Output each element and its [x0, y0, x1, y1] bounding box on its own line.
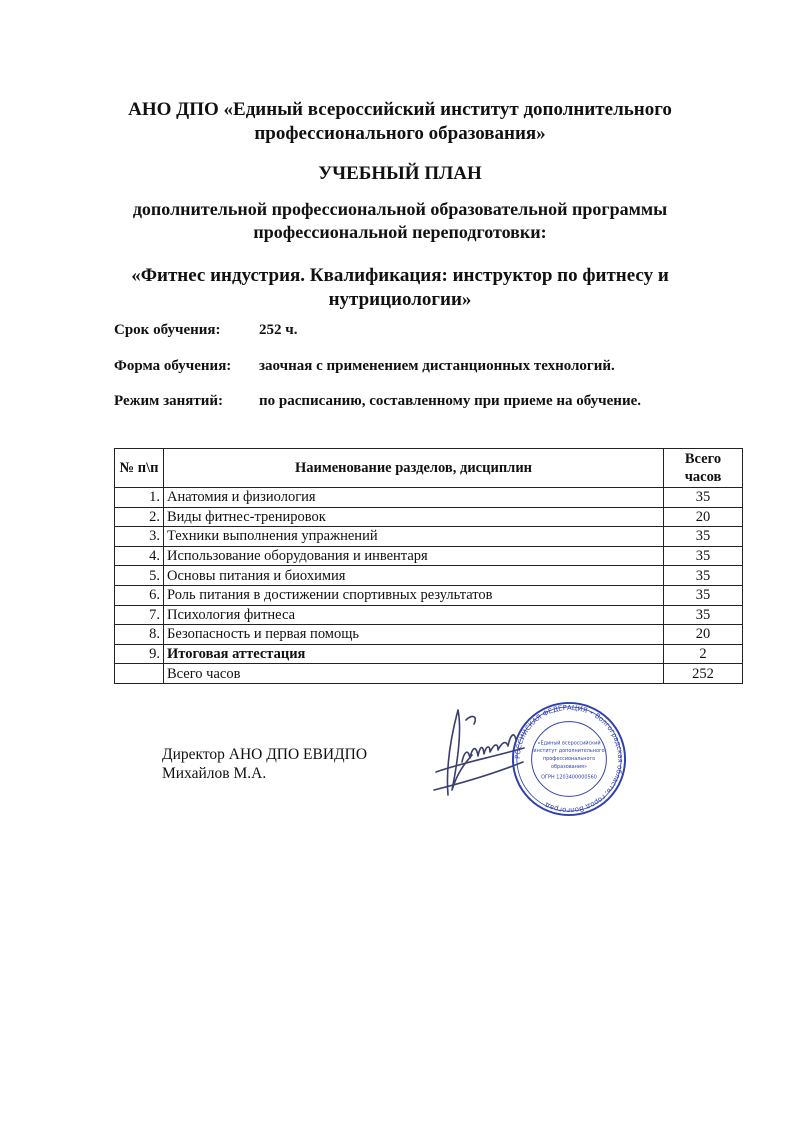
- row-hours: 35: [664, 527, 743, 547]
- table-row: [115, 488, 743, 508]
- row-name: Безопасность и первая помощь: [164, 625, 664, 645]
- row-num: 7.: [115, 605, 164, 625]
- total-num: [115, 664, 164, 684]
- row-name: Основы питания и биохимия: [164, 566, 664, 586]
- curriculum-table: [114, 448, 743, 684]
- document-subtitle: дополнительной профессиональной образовательной программы профессиональной переподготовки:: [132, 199, 668, 242]
- table-row: [115, 507, 743, 527]
- row-hours: 2: [664, 644, 743, 664]
- row-num: 2.: [115, 507, 164, 527]
- total-label: Всего часов: [164, 664, 664, 684]
- table-row: [115, 605, 743, 625]
- row-num: 8.: [115, 625, 164, 645]
- row-hours: 35: [664, 566, 743, 586]
- row-num: 3.: [115, 527, 164, 547]
- row-num: 5.: [115, 566, 164, 586]
- info-mode: [114, 393, 641, 410]
- row-hours: 35: [664, 546, 743, 566]
- document-title: УЧЕБНЫЙ ПЛАН: [318, 163, 482, 184]
- table-row: [115, 585, 743, 605]
- row-name: Итоговая аттестация: [164, 644, 664, 664]
- svg-text:РОССИЙСКАЯ ФЕДЕРАЦИЯ • Волгогр: РОССИЙСКАЯ ФЕДЕРАЦИЯ • Волгоградская область, город Волгоград: [513, 703, 625, 815]
- row-name: Виды фитнес-тренировок: [164, 507, 664, 527]
- row-num: 6.: [115, 585, 164, 605]
- row-num: 9.: [115, 644, 164, 664]
- duration-label: Срок обучения:: [114, 322, 221, 338]
- table-header-row: [115, 449, 743, 488]
- official-stamp: [510, 700, 628, 818]
- director-signature-block: [162, 745, 367, 783]
- table-row: [115, 625, 743, 645]
- row-name: Техники выполнения упражнений: [164, 527, 664, 547]
- table-total-row: [115, 664, 743, 684]
- form-value: заочная с применением дистанционных технологий.: [259, 358, 615, 374]
- form-label: Форма обучения:: [114, 358, 232, 374]
- row-hours: 35: [664, 605, 743, 625]
- svg-text:образования»: образования»: [550, 763, 588, 770]
- duration-value: 252 ч.: [259, 322, 298, 338]
- program-name: «Фитнес индустрия. Квалификация: инструктор по фитнесу и нутрициологии»: [131, 265, 669, 310]
- svg-text:профессионального: профессионального: [542, 755, 596, 762]
- table-row: [115, 527, 743, 547]
- row-name: Анатомия и физиология: [164, 488, 664, 508]
- table-row: [115, 546, 743, 566]
- row-hours: 20: [664, 625, 743, 645]
- info-form: [114, 358, 615, 375]
- header-num: № п\п: [115, 449, 164, 488]
- row-num: 1.: [115, 488, 164, 508]
- row-hours: 20: [664, 507, 743, 527]
- header-hours: Всего часов: [664, 449, 743, 488]
- mode-value: по расписанию, составленному при приеме на обучение.: [259, 393, 641, 409]
- director-name: Михайлов М.А.: [162, 765, 267, 782]
- row-name: Психология фитнеса: [164, 605, 664, 625]
- svg-text:ОГРН 1203400000560: ОГРН 1203400000560: [541, 774, 597, 781]
- header-name: Наименование разделов, дисциплин: [164, 449, 664, 488]
- table-row: [115, 566, 743, 586]
- row-num: 4.: [115, 546, 164, 566]
- row-hours: 35: [664, 585, 743, 605]
- organization-name: АНО ДПО «Единый всероссийский институт дополнительного профессионального образования»: [128, 99, 672, 144]
- row-name: Использование оборудования и инвентаря: [164, 546, 664, 566]
- info-duration: [114, 322, 298, 339]
- svg-text:институт дополнительного: институт дополнительного: [533, 748, 605, 755]
- total-hours: 252: [664, 664, 743, 684]
- row-name: Роль питания в достижении спортивных результатов: [164, 585, 664, 605]
- row-hours: 35: [664, 488, 743, 508]
- table-row: [115, 644, 743, 664]
- mode-label: Режим занятий:: [114, 393, 224, 409]
- director-title: Директор АНО ДПО ЕВИДПО: [162, 746, 368, 763]
- svg-text:«Единый всероссийский: «Единый всероссийский: [537, 740, 601, 747]
